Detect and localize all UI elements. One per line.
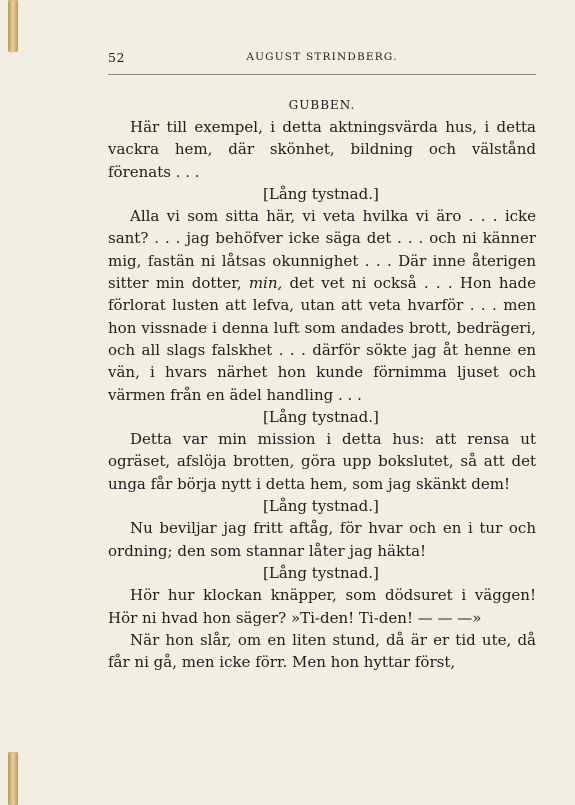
paragraph-text: Alla vi som sitta här, vi veta hvilka vi äro . . . icke sant? . . . jag behöfver icke säga det . . . och ni känner mig, fastän ni låtsas okunnighet . . . Där inne återigen sitter min dotter, <box>108 207 536 293</box>
running-title: AUGUST STRINDBERG. <box>246 51 398 63</box>
paragraph-text: det vet ni också . . . Hon hade förlorat lusten att lefva, utan att veta hvarför . . . men hon vissnade i denna luft som andades brott, bedrägeri, och all slags falskhet . . . därför sökte jag åt henne en vän, i hvars närhet hon kunde förnimma ljuset och värmen från en ädel handling . . . <box>108 274 536 404</box>
page-header <box>108 50 536 70</box>
page-tab-marker <box>8 0 18 52</box>
stage-direction: [Lång tystnad.] <box>263 184 379 203</box>
paragraph: Här till exempel, i detta aktningsvärda hus, i detta vackra hem, där skönhet, bildning och välstånd förenats . . . <box>108 118 536 181</box>
paragraph: När hon slår, om en liten stund, då är er tid ute, då får ni gå, men icke förr. Men hon hyttar först, <box>108 630 536 672</box>
header-rule <box>108 74 536 75</box>
speaker-name: GUBBEN. <box>288 98 356 112</box>
paragraph: Detta var min mission i detta hus: att rensa ut ogräset, afslöja brotten, göra upp bokslutet, så att det unga får börja nytt i detta hem, som jag skänkt dem! <box>108 430 536 493</box>
text-body <box>108 94 536 673</box>
stage-direction: [Lång tystnad.] <box>263 407 379 426</box>
emphasis-text: min, <box>248 274 283 293</box>
paragraph: Nu beviljar jag fritt aftåg, för hvar och en i tur och ordning; den som stannar låter jag häkta! <box>108 519 536 560</box>
paragraph <box>108 205 536 406</box>
stage-direction: [Lång tystnad.] <box>263 497 379 516</box>
stage-direction: [Lång tystnad.] <box>263 563 379 582</box>
page-tab-marker <box>8 752 18 805</box>
page-number: 52 <box>108 50 125 65</box>
paragraph: Hör hur klockan knäpper, som dödsuret i väggen! Hör ni hvad hon säger? »Ti-den! Ti-den! — — —» <box>108 586 536 627</box>
